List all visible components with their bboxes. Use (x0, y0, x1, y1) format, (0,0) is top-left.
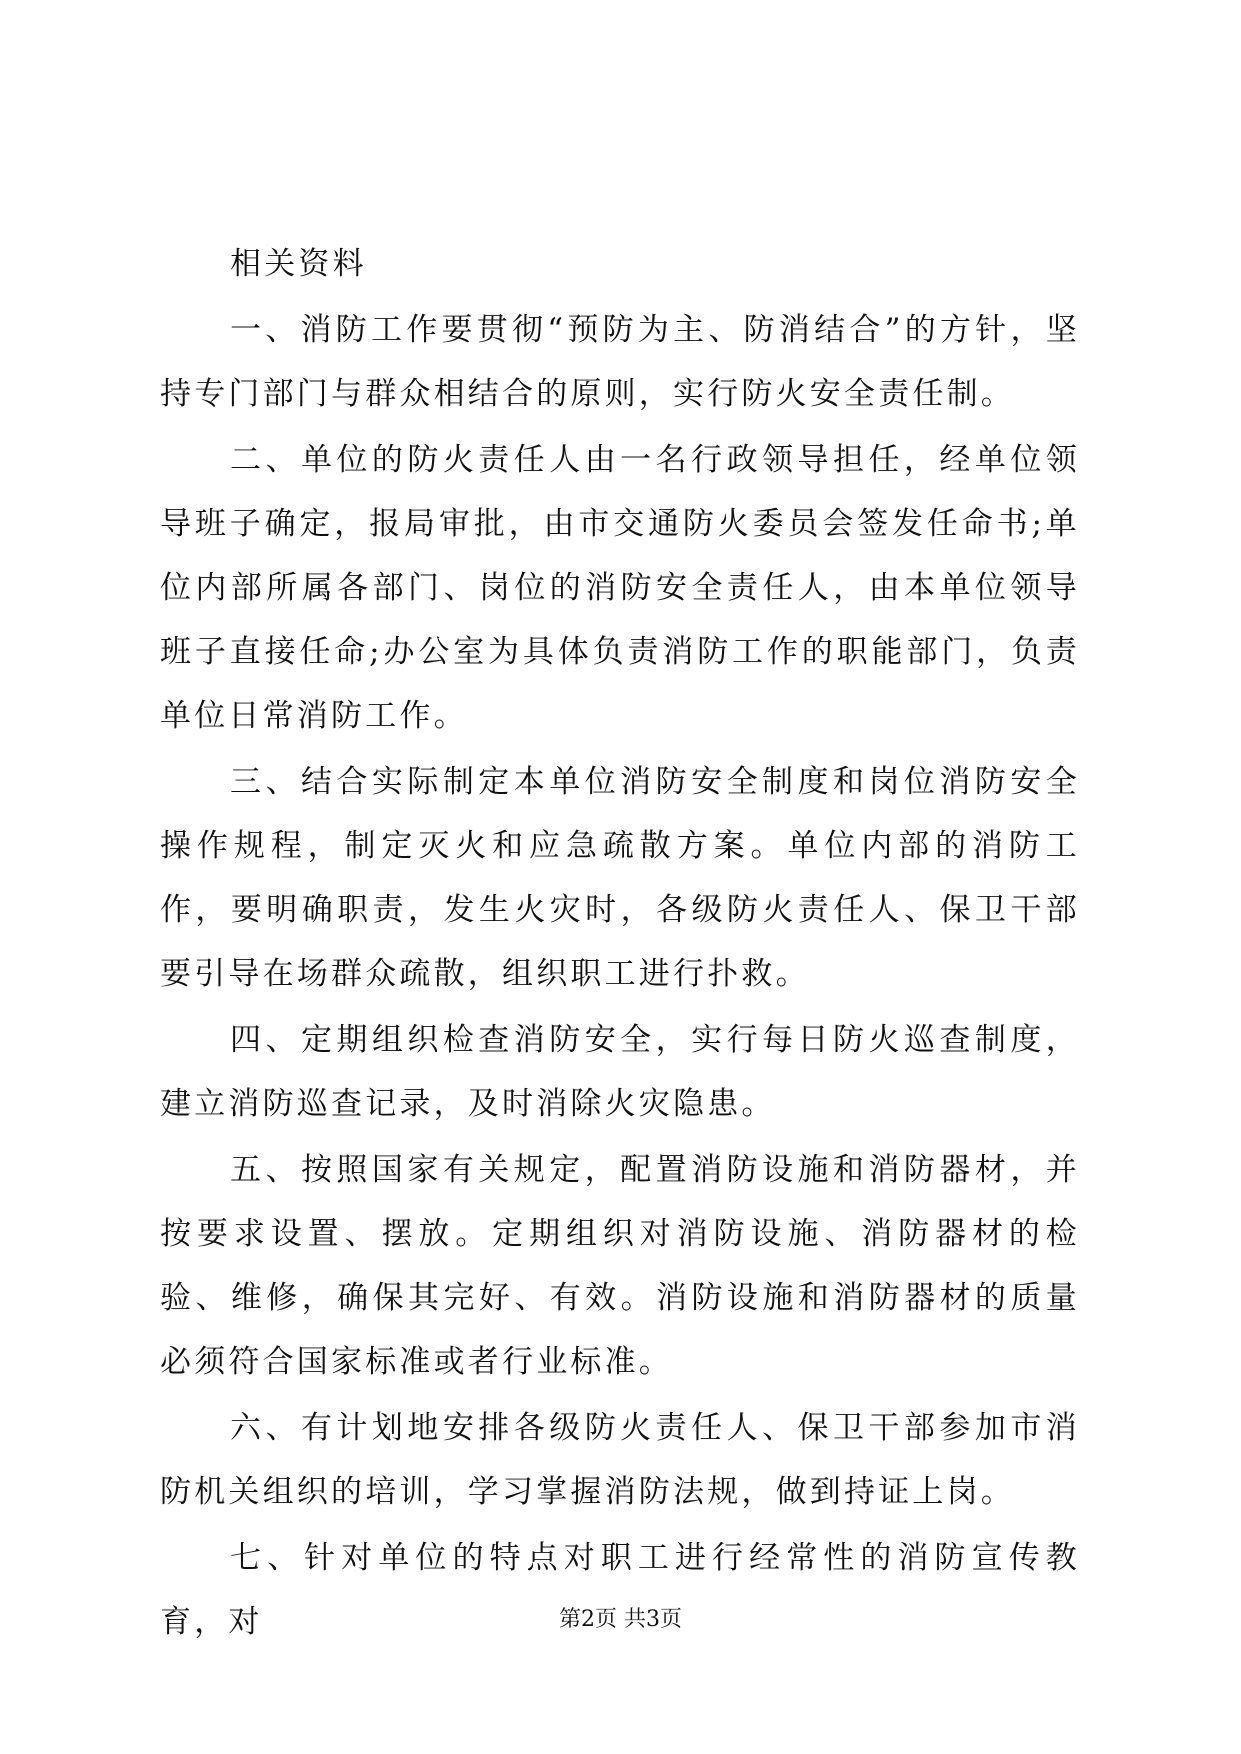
paragraph-6: 六、有计划地安排各级防火责任人、保卫干部参加市消防机关组织的培训，学习掌握消防法规，做到持证上岗。 (160, 1410, 1080, 1510)
paragraph-2: 二、单位的防火责任人由一名行政领导担任，经单位领导班子确定，报局审批，由市交通防火委员会签发任命书;单位内部所属各部门、岗位的消防安全责任人，由本单位领导班子直接任命;办公室为具体负责消防工作的职能部门，负责单位日常消防工作。 (160, 442, 1080, 734)
paragraph-5: 五、按照国家有关规定，配置消防设施和消防器材，并按要求设置、摆放。定期组织对消防设施、消防器材的检验、维修，确保其完好、有效。消防设施和消防器材的质量必须符合国家标准或者行业标准。 (160, 1152, 1080, 1380)
paragraph-7: 七、针对单位的特点对职工进行经常性的消防宣传教育，对 (160, 1540, 1080, 1640)
paragraph-4: 四、定期组织检查消防安全，实行每日防火巡查制度，建立消防巡查记录，及时消除火灾隐患。 (160, 1022, 1080, 1122)
paragraph-1: 一、消防工作要贯彻“预防为主、防消结合”的方针，坚持专门部门与群众相结合的原则，实行防火安全责任制。 (160, 312, 1080, 412)
section-heading: 相关资料 (230, 246, 367, 282)
paragraph-3: 三、结合实际制定本单位消防安全制度和岗位消防安全操作规程，制定灭火和应急疏散方案。单位内部的消防工作，要明确职责，发生火灾时，各级防火责任人、保卫干部要引导在场群众疏散，组织职工进行扑救。 (160, 764, 1080, 992)
document-body (160, 232, 1080, 1656)
page-footer: 第2页 共3页 (559, 1607, 682, 1632)
